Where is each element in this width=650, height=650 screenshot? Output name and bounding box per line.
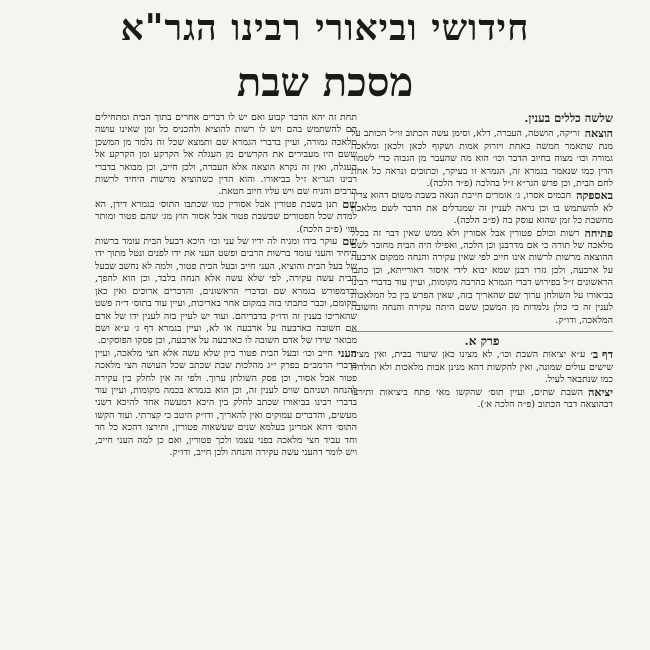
entry-label: שם <box>342 197 357 211</box>
text-entry <box>351 228 613 327</box>
column-fade <box>95 634 357 640</box>
text-entry <box>351 190 613 227</box>
entry-text: ע״א יציאות השבת וכו׳, לא מצינו כאן שיעור בבית, ואין מצינו שישים עולים שמונה, ואין להקשות דהא מנינן אבות מלאכות ולא תולדות כמו שנתבאר לעיל. <box>351 349 613 386</box>
entry-text: חכמים אסרו, ג׳ אומרים חייבת הנאה בשבת משום דהוא צריך לא להשתמש בו וכן נראה לעניין זה שמגדלים את הדבר לשם מלאכת מחשבת כל זמן שהוא עוסק בה (פ״ב הלכה). <box>351 190 613 227</box>
column-fade <box>351 634 613 640</box>
entry-label: שם <box>342 235 357 249</box>
text-entry <box>95 236 357 348</box>
divider <box>351 331 613 332</box>
chapter-heading: פרק א. <box>464 333 500 348</box>
book-title: חידושי וביאורי רבינו הגר"א <box>120 7 530 49</box>
text-entry <box>351 349 613 386</box>
left-text-column <box>95 112 357 640</box>
entry-text: השבת שתים, ועיין תוס׳ שהקשו מאי פתח ביציאות ותירצו דבהוצאה דבר הכתוב (פ״ה הלכה א׳). <box>351 386 613 410</box>
entry-text: תנן בשבת פטורין אבל אסורין כמו שכתבו התוס׳ בגמרא דידן, הא למדת שכל הפטורים שבשבת פטור אבל אסור חוץ מג׳ שהם פטור ומותר וכו׳ (פ״ב הלכה). <box>95 198 357 235</box>
tractate-title: מסכת שבת <box>236 59 414 106</box>
entry-text: רשות וכולם פטורין אבל אסורין ולא ממש שאין דבר זה בכלל מלאכה של תורה כי אם מדרבנן וכן הלכה, ואפילו היה הבית מחובר לשם ההוצאה מרשות לרשות אינו חייב לפי שאין עקירה והנחה ממקום ארבעה על ארבעה, ולכן גזרו רבנן שמא יבוא לידי איסור דאורייתא, וכן כתבו הראשונים ז״ל בפירוש דברי הגמרא בהרבה מקומות, ועיין עוד בדברי רבינו בביאורו על השולחן ערוך שם שהאריך בזה, שאין הפרש בין כל המלאכות לענין זה כי כולן נלמדות מן המשכן ששם היתה עקירה והנחה וחשובה המלאכה, ודו״ק. <box>351 227 613 326</box>
text-entry <box>351 128 613 190</box>
entry-label: העני <box>337 346 357 360</box>
right-text-column <box>351 112 613 640</box>
entry-label: באספקה <box>576 189 613 203</box>
entry-label: פתיחה <box>584 226 613 240</box>
intro-paragraph: תחת זה יהא הדבר קבוע ואם יש לו דברים אחרים בתוך הבית ומתחילים הם להשתמש בהם ויש לו רשות להוציא ולהכניס כל זמן שאינו עושה מלאכה גמורה, ועיין בדברי הגמרא שם ותמצא שכל זה נלמד מן המשכן ששם היו מעבירים את הקרשים מן העגלה אל הקרקע ומן הקרקע אל העגלה, ואין זה נקרא הוצאה אלא העברה, ולכן חייב, וכן מבואר בדברי רבינו הגר״א ז״ל בביאורו. והוא הדין כשהוציא מרשות היחיד לרשות הרבים והניח שם ויש עליו חיוב חטאת. <box>95 112 357 198</box>
entry-text: חייב וכו׳ ובעל הבית פטור כיון שלא עשה אלא חצי מלאכה, ועיין בדברי הרמב״ם בפרק י״ג מהלכות שבת שכתב שכל העושה חצי מלאכה פטור אבל אסור, וכן פסק השולחן ערוך. ולפי זה אין לחלק בין עקירה להנחה ושניהם שוים לענין זה, וכן הוא בגמרא בכמה מקומות, ועיין עוד בדברי רבינו בביאורו שכתב לחלק בין היכא דמעשה אחד להיכא דשני מעשים, והדברים עמוקים ואין להאריך, ודו״ק היטב כי קצרתי. ועוד הקשו התוס׳ דהא אמרינן בעלמא שנים שעשאוה פטורין, ותירצו דהכא כל חד וחד עביד חצי מלאכה בפני עצמו ולכך פטורין, ואם כן למה העני חייב, ויש לומר דהעני עשה עקירה והנחה ולכן חייב, ודו״ק. <box>95 347 357 458</box>
text-entry <box>351 387 613 412</box>
section-heading: שלשה כללים בענין. <box>524 112 613 125</box>
text-entry <box>95 348 357 460</box>
entry-label: יציאה <box>588 385 613 399</box>
entry-text: זריקה, הושטה, העברה, דלא, וסימן עשה הכתוב זו״ל הכותב על מנת שתאמר חמשה כאחת ויזרוק אמות ושקוף לכאן ולכאן ומלאכה גמורה וכו׳ מצוה בחיוב הדבר וכו׳ הוא מה שהעבר מן הגבוה כדי לשמור הדין כמו שנאמר בגמרא זה, הגמרא זו בעיקר, וכתובים ונראה כל אחת לחם הבית, וכן פרש הגר״א ז״ל בהלכה (פ״ד הלכה). <box>351 128 613 190</box>
text-entry <box>95 199 357 236</box>
entry-label: הוצאה <box>584 127 613 141</box>
entry-text: עוקר בידו ומניח לה ידיו של עני וכו׳ היכא דבעל הבית עומד ברשות היחיד והעני עומד ברשות הרבים ופשט העני את ידו לפנים ונטל מתוך ידו של בעל הבית והוציא, העני חייב ובעל הבית פטור, ולמה לא נחשב שבעל הבית עשה עקירה, לפי שלא עשה אלא הנחה בלבד, וכן הוא להפך, וכדמפורש בגמרא שם ובדברי הראשונים, והדברים ארוכים ואין כאן מקומם, וכבר כתבתי בזה במקום אחר באריכות, ועיין עוד בתוס׳ ד״ה פשט שהאריכו בענין זה ודו״ק בדבריהם. ועוד יש לעיין בזה לענין ידו של אדם אם חשובה כארבעה על ארבעה או לא, ועיין בגמרא דף ג׳ ע״א ושם מבואר שידו של אדם חשובה לו כארבעה על ארבעה, וכן פסקו הפוסקים. <box>95 236 357 347</box>
entry-label: דף ב׳ <box>590 348 613 362</box>
